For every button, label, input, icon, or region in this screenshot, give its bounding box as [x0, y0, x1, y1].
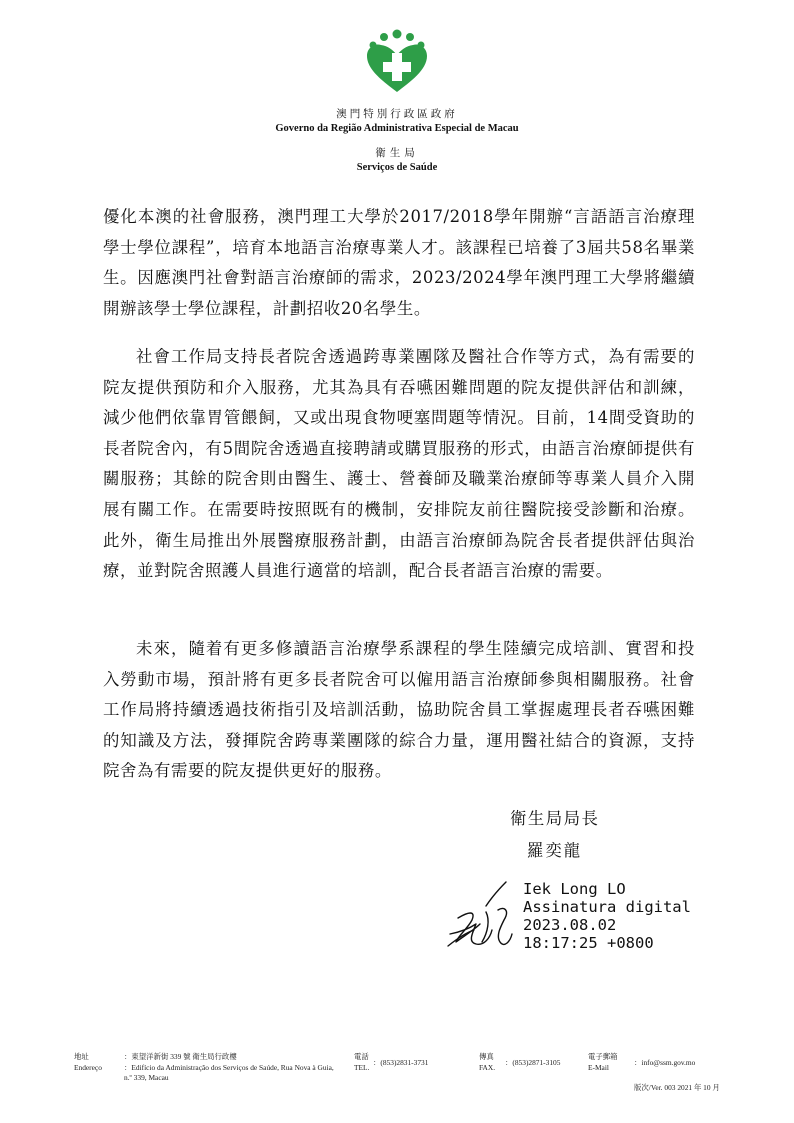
digital-signature-date: 2023.08.02 — [523, 916, 617, 934]
body-paragraph: 未來，隨着有更多修讀語言治療學系課程的學生陸續完成培訓、實習和投入勞動市場，預計將有更多長者院舍可以僱用語言治療師參與相關服務。社會工作局將持續透過技術指引及培訓活動，協助院舍員工掌握處理長者吞嚥困難的知識及方法，發揮院舍跨專業團隊的綜合力量，運用醫社結合的資源，支持院舍為有需要的院友提供更好的服務。 — [103, 639, 695, 781]
department-name-portuguese: Serviços de Saúde — [356, 162, 438, 173]
footer-fax: ：(853)2871-3105 — [505, 1058, 561, 1067]
address-label-cn: 地址 — [74, 1052, 89, 1061]
tel-label-cn: 電話 — [354, 1052, 369, 1061]
government-name-portuguese: Governo da Região Administrativa Especial de Macau — [275, 123, 519, 134]
health-bureau-logo — [364, 28, 430, 94]
fax-label-pt: FAX. — [479, 1062, 496, 1072]
digital-signature-label: Assinatura digital — [523, 898, 691, 916]
email-label-pt: E-Mail — [588, 1062, 609, 1072]
signatory-title: 衛生局局長 — [510, 809, 600, 828]
address-label-pt: Endereço — [74, 1062, 102, 1072]
footer-fax-label — [479, 1052, 495, 1073]
footer-tel: ：(853)2831-3731 — [373, 1058, 429, 1067]
body-paragraph: 社會工作局支持長者院舍透過跨專業團隊及醫社合作等方式，為有需要的院友提供預防和介入服務，尤其為具有吞嚥困難問題的院友提供評估和訓練，減少他們依靠胃管餵飼，又或出現食物哽塞問題等情況。目前，14間受資助的長者院舍內，有5間院舍透過直接聘請或購買服務的形式，由語言治療師提供有關服務；其餘的院舍則由醫生、護士、營養師及職業治療師等專業人員介入開展有關工作。在需要時按照既有的機制，安排院友前往醫院接受診斷和治療。此外，衛生局推出外展醫療服務計劃，由語言治療師為院舍長者提供評估與治療，並對院舍照護人員進行適當的培訓，配合長者語言治療的需要。 — [103, 347, 695, 581]
digital-signature-block — [523, 880, 691, 952]
digital-signature-time: 18:17:25 +0800 — [523, 934, 654, 952]
government-name-chinese: 澳門特別行政區政府 — [336, 109, 458, 120]
digital-signature-signer: Iek Long LO — [523, 880, 626, 898]
signatory-name: 羅奕龍 — [527, 841, 583, 860]
document-version: 版次/Ver. 003 2021 年 10 月 — [634, 1083, 720, 1092]
footer-email-label — [588, 1052, 618, 1073]
footer-tel-label — [354, 1052, 369, 1073]
department-name-chinese: 衛生局 — [375, 148, 419, 159]
fax-label-cn: 傳真 — [479, 1052, 494, 1061]
footer-address — [124, 1052, 339, 1084]
handwritten-signature — [446, 876, 526, 960]
tel-label-pt: TEL. — [354, 1062, 370, 1072]
body-paragraph: 優化本澳的社會服務，澳門理工大學於2017/2018學年開辦“言語語言治療理學士學位課程”，培育本地語言治療專業人才。該課程已培養了3屆共58名畢業生。因應澳門社會對語言治療師的需求，2023/2024學年澳門理工大學將繼續開辦該學士學位課程，計劃招收20名學生。 — [103, 207, 695, 318]
footer-address-label — [74, 1052, 102, 1073]
address-cn: ：東望洋新街 339 號 衛生局行政樓 — [124, 1052, 237, 1061]
email-label-cn: 電子郵箱 — [588, 1052, 618, 1061]
footer-email: ：info@ssm.gov.mo — [634, 1058, 696, 1067]
address-pt: ：Edifício da Administração dos Serviços de Saúde, Rua Nova à Guia, n.º 339, Macau — [124, 1062, 334, 1082]
